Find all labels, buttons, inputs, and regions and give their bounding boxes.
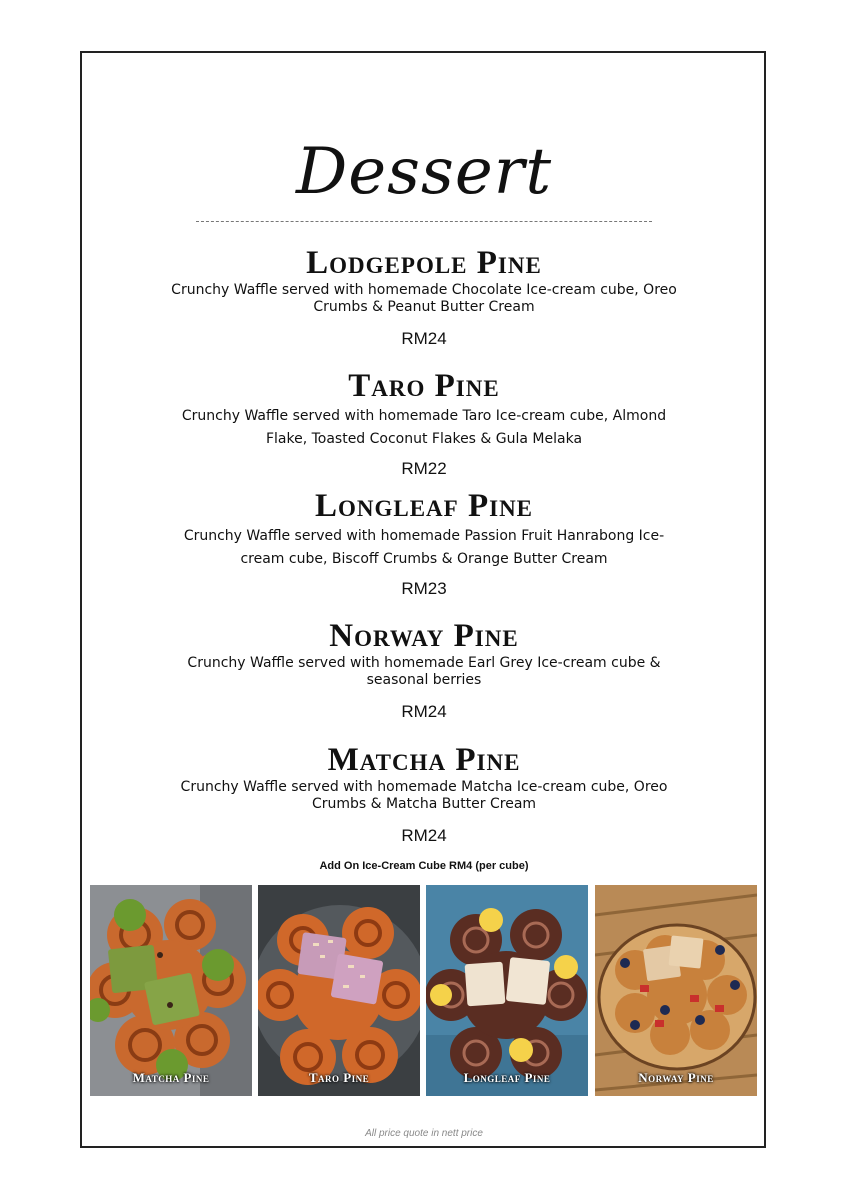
item-name: Norway Pine [329,618,519,654]
item-price: RM24 [401,826,447,845]
waffle-image-taro [258,885,420,1096]
photo-longleaf-pine [426,885,588,1096]
item-price: RM24 [401,702,447,721]
item-description: Crunchy Waffle served with homemade Matcha Ice-cream cube, Oreo Crumbs & Matcha Butter Cream [180,779,668,812]
photo-caption: Matcha Pine [132,1070,210,1085]
menu-item-taro-pine [0,367,848,479]
price-footnote: All price quote in nett price [365,1128,483,1139]
waffle-image-matcha [90,885,252,1096]
dashed-divider [196,221,652,222]
photo-taro-pine [258,885,420,1096]
addon-note: Add On Ice-Cream Cube RM4 (per cube) [319,860,529,872]
waffle-image-longleaf [426,885,588,1096]
photo-norway-pine [595,885,757,1096]
item-name: Matcha Pine [327,742,521,778]
photo-caption: Taro Pine [308,1070,370,1085]
menu-item-longleaf-pine [0,487,848,599]
item-price: RM24 [401,329,447,348]
item-description: Crunchy Waffle served with homemade Passion Fruit Hanrabong Ice-cream cube, Biscoff Crumbs & Orange Butter Cream [183,528,665,567]
item-name: Longleaf Pine [314,488,534,524]
waffle-image-norway [595,885,757,1096]
photo-caption: Norway Pine [638,1070,714,1085]
item-description: Crunchy Waffle served with homemade Earl Grey Ice-cream cube & seasonal berries [187,655,661,688]
menu-item-matcha-pine [0,741,848,846]
item-name: Taro Pine [348,368,500,404]
menu-item-norway-pine [0,617,848,722]
menu-item-lodgepole-pine [0,244,848,349]
page-title: Dessert [295,135,553,209]
photo-caption: Longleaf Pine [463,1070,551,1085]
item-description: Crunchy Waffle served with homemade Chocolate Ice-cream cube, Oreo Crumbs & Peanut Butter Cream [171,282,677,315]
item-price: RM22 [401,459,447,478]
item-price: RM23 [401,579,447,598]
item-name: Lodgepole Pine [306,245,542,281]
item-description: Crunchy Waffle served with homemade Taro Ice-cream cube, Almond Flake, Toasted Coconut Flakes & Gula Melaka [181,408,667,447]
photo-matcha-pine [90,885,252,1096]
